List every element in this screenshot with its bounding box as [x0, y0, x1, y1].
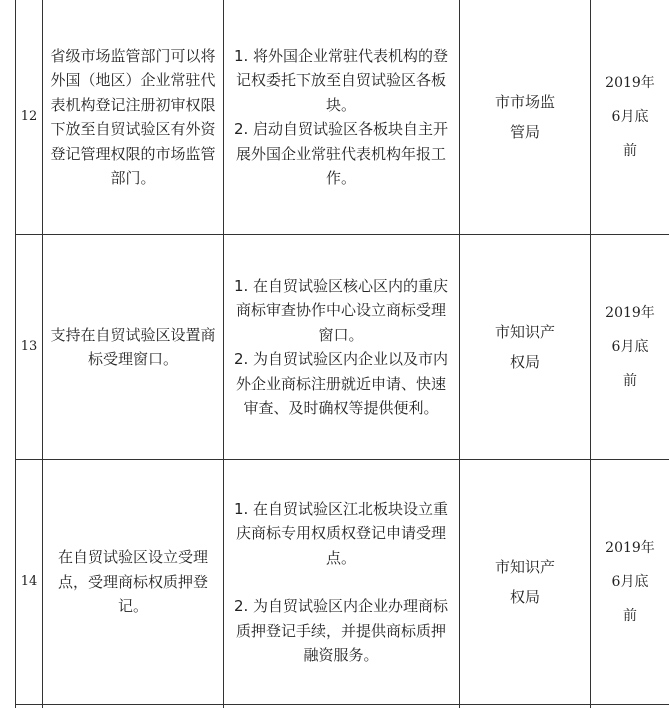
row-number: 13	[20, 338, 38, 354]
reform-item: 省级市场监管部门可以将外国（地区）企业常驻代表机构登记注册初审权限下放至自贸试验区有外资登记管理权限的市场监管部门。	[50, 46, 216, 187]
measure-2: 2. 为自贸试验区内企业以及市内外企业商标注册就近申请、快速审查、及时确权等提供便利。	[233, 350, 449, 417]
measures	[226, 0, 456, 234]
responsible-dept: 市知识产权局	[494, 558, 555, 606]
deadline: 2019年6月底前	[605, 75, 655, 159]
column-divider	[42, 0, 43, 708]
column-divider	[459, 0, 460, 708]
measure-2: 2. 启动自贸试验区各板块自主开展外国企业常驻代表机构年报工作。	[233, 120, 449, 187]
row-divider	[15, 704, 669, 705]
row-number: 12	[20, 108, 38, 124]
row-number: 14	[20, 573, 38, 589]
measures	[226, 235, 456, 459]
responsible-dept: 市市场监管局	[494, 93, 555, 141]
measure-1: 1. 将外国企业常驻代表机构的登记权委托下放至自贸试验区各板块。	[233, 46, 449, 114]
reform-item: 支持在自贸试验区设置商标受理窗口。	[50, 325, 216, 368]
reform-item: 在自贸试验区设立受理点，受理商标权质押登记。	[57, 548, 208, 616]
measure-1: 1. 在自贸试验区核心区内的重庆商标审查协作中心设立商标受理窗口。	[233, 276, 449, 344]
deadline: 2019年6月底前	[605, 305, 655, 389]
responsible-dept: 市知识产权局	[494, 323, 555, 371]
measure-2: 2. 为自贸试验区内企业办理商标质押登记手续，并提供商标质押融资服务。	[233, 597, 449, 664]
measure-1: 1. 在自贸试验区江北板块设立重庆商标专用权质权登记申请受理点。	[233, 499, 449, 567]
column-divider	[223, 0, 224, 708]
deadline: 2019年6月底前	[605, 540, 655, 624]
measures	[226, 460, 456, 704]
